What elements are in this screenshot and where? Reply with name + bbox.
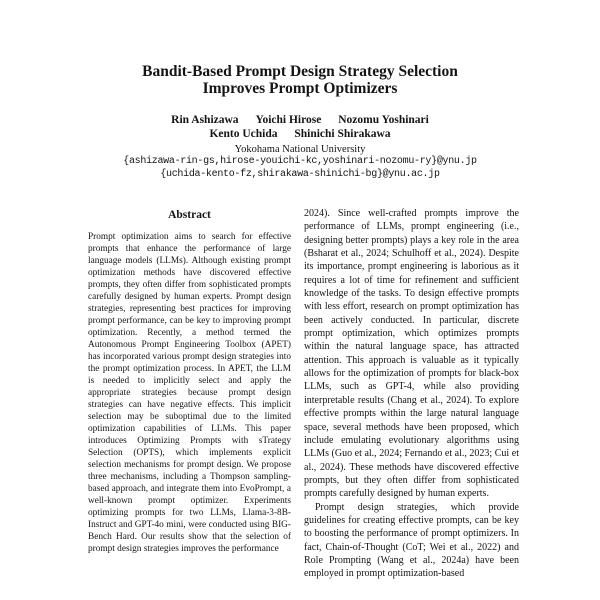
introduction-paragraph-2: Prompt design strategies, which provide guidelines for creating effective prompts, can be key to boosting the performance of prompt optimizers. In fact, Chain-of-Thought (CoT; Wei et al., 2022) and Role Prompting (Wang et al., 2024a) have been employed in prompt optimization-based: [304, 501, 519, 580]
abstract-heading: Abstract: [168, 209, 211, 221]
email-line-1: {ashizawa-rin-gs,hirose-youichi-kc,yoshinari-nozomu-ry}@ynu.jp: [123, 156, 477, 167]
author-name: Nozomu Yoshinari: [338, 114, 429, 126]
right-column: [304, 207, 519, 581]
author-name: Kento Uchida: [209, 128, 278, 140]
author-row-2: [0, 127, 600, 141]
author-name: Rin Ashizawa: [171, 114, 239, 126]
affiliation: Yokohama National University: [234, 144, 366, 155]
paper-title-line2: Improves Prompt Optimizers: [202, 80, 398, 97]
paper-title: [0, 63, 600, 97]
author-name: Shinichi Shirakawa: [294, 128, 391, 140]
introduction-paragraph-1: 2024). Since well-crafted prompts improve the performance of LLMs, prompt engineering (i.e., designing better prompts) plays a key role in the area (Bsharat et al., 2024; Schulhoff et al., 2024). Despite its importance, prompt engineering is laborious as it requires a lot of time for refinement and sufficient knowledge of the tasks. To design effective prompts with less effort, research on prompt optimization has been actively conducted. In particular, discrete prompt optimization, which optimizes prompts within the natural language space, has attracted attention. This approach is valuable as it typically allows for the optimization of prompts for black-box LLMs, such as GPT-4, while also providing interpretable results (Chang et al., 2024). To explore effective prompts within the large natural language space, several methods have been proposed, which include emulating evolutionary algorithms using LLMs (Guo et al., 2024; Fernando et al., 2023; Cui et al., 2024). These methods have discovered effective prompts, but they often differ from sophisticated prompts carefully designed by human experts.: [304, 208, 519, 500]
author-name: Yoichi Hirose: [255, 114, 322, 126]
abstract-body: Prompt optimization aims to search for effective prompts that enhance the performance of large language models (LLMs). Although existing prompt optimization methods have discovered effective prompts, they often differ from sophisticated prompts carefully designed by human experts. Prompt design strategies, representing best practices for improving prompt performance, can be key to improving prompt optimization. Recently, a method termed the Autonomous Prompt Engineering Toolbox (APET) has incorporated various prompt design strategies into the prompt optimization process. In APET, the LLM is needed to implicitly select and apply the appropriate strategies because prompt design strategies can have negative effects. This implicit selection may be suboptimal due to the limited optimization capabilities of LLMs. This paper introduces Optimizing Prompts with sTrategy Selection (OPTS), which implements explicit selection mechanisms for prompt design. We propose three mechanisms, including a Thompson sampling-based approach, and integrate them into EvoPrompt, a well-known prompt optimizer. Experiments optimizing prompts for two LLMs, Llama-3-8B-Instruct and GPT-4o mini, were conducted using BIG-Bench Hard. Our results show that the selection of prompt design strategies improves the performance: [88, 232, 291, 554]
left-column: [88, 209, 291, 555]
email-line-2: {uchida-kento-fz,shirakawa-shinichi-bg}@ynu.ac.jp: [160, 168, 440, 180]
title-block: [0, 63, 600, 181]
paper-title-line1: Bandit-Based Prompt Design Strategy Selection: [142, 63, 458, 80]
author-row-1: [0, 113, 600, 127]
